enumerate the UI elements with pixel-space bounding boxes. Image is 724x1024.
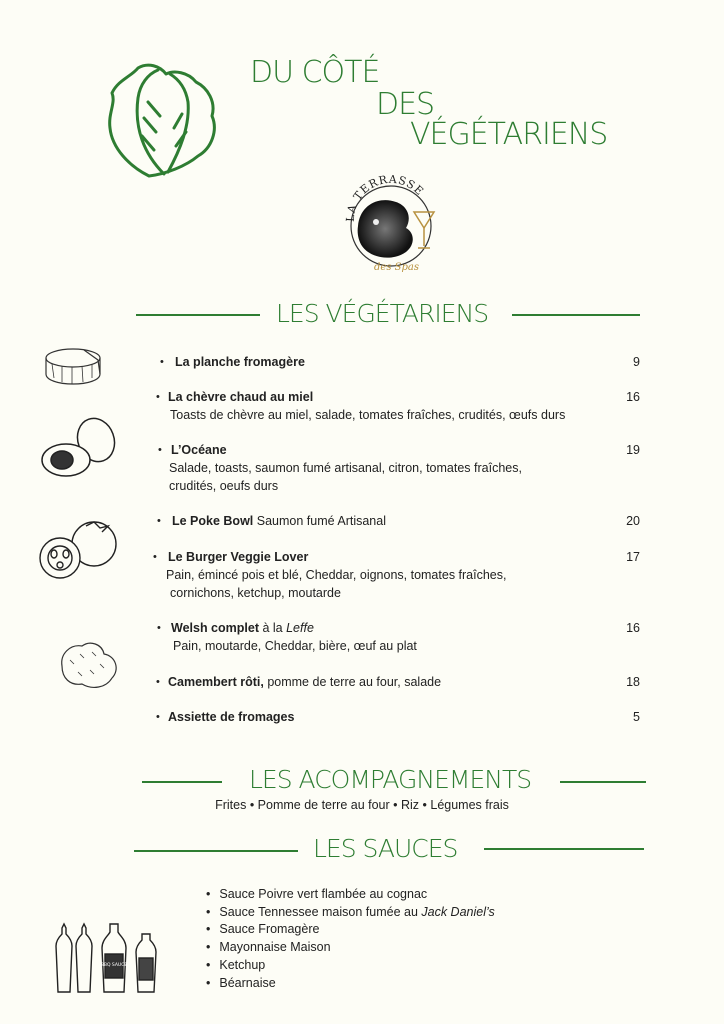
title-line-1: DU CÔTÉ xyxy=(250,55,380,90)
title-line-3: VÉGÉTARIENS xyxy=(410,117,608,152)
menu-item-price: 19 xyxy=(626,443,640,457)
bottle-label: BBQ SAUCE xyxy=(100,963,128,968)
menu-item-description: Pain, émincé pois et blé, Cheddar, oignons, tomates fraîches, xyxy=(166,568,507,582)
menu-item-name: Le Burger Veggie Lover xyxy=(168,550,309,564)
menu-item-name: L’Océane xyxy=(171,443,227,457)
section-title-accompagnements: LES ACOMPAGNEMENTS xyxy=(249,765,532,794)
sauce-item: • Béarnaise xyxy=(206,975,495,993)
sauce-item: • Sauce Fromagère xyxy=(206,921,495,939)
logo-text-top: LA TERRASSE xyxy=(343,172,427,223)
menu-item-name: Assiette de fromages xyxy=(168,710,295,724)
title-line-2: DES xyxy=(376,87,435,122)
divider-right xyxy=(512,314,640,316)
sauce-brand: Jack Daniel’s xyxy=(421,904,495,919)
menu-item-description: Pain, moutarde, Cheddar, bière, œuf au plat xyxy=(173,639,417,653)
cheese-wheel-icon xyxy=(40,344,106,390)
divider-right xyxy=(484,848,644,850)
sauce-item: • Sauce Tennessee maison fumée au Jack Daniel’s xyxy=(206,904,495,922)
menu-item-price: 9 xyxy=(633,355,640,369)
lettuce-icon xyxy=(104,58,224,182)
sauces-list xyxy=(206,886,495,992)
tomato-icon xyxy=(36,518,120,582)
bread-icon xyxy=(56,636,124,694)
menu-item-name: Camembert rôti, xyxy=(168,675,264,689)
menu-item-price: 16 xyxy=(626,390,640,404)
menu-item-name: La chèvre chaud au miel xyxy=(168,390,314,404)
menu-item-extra: Saumon fumé Artisanal xyxy=(253,514,386,528)
menu-item-price: 17 xyxy=(626,550,640,564)
egg-icon xyxy=(40,416,118,482)
menu-item-price: 5 xyxy=(633,710,640,724)
menu-item-price: 20 xyxy=(626,514,640,528)
menu-item-price: 16 xyxy=(626,621,640,635)
restaurant-logo xyxy=(336,166,446,278)
menu-item-description: Salade, toasts, saumon fumé artisanal, citron, tomates fraîches, xyxy=(169,461,522,475)
divider-left xyxy=(136,314,260,316)
section-title-sauces: LES SAUCES xyxy=(313,834,458,863)
divider-right xyxy=(560,781,646,783)
logo-text-bottom: des Spas xyxy=(374,262,419,273)
menu-item-price: 18 xyxy=(626,675,640,689)
section-title-vegetariens: LES VÉGÉTARIENS xyxy=(276,299,489,328)
menu-item-extra: à la xyxy=(258,621,287,635)
divider-left xyxy=(142,781,222,783)
menu-item-brand: Leffe xyxy=(286,621,314,635)
menu-item-name: Welsh complet xyxy=(171,621,259,635)
sauce-item: • Ketchup xyxy=(206,957,495,975)
menu-item-description-2: crudités, oeufs durs xyxy=(169,479,279,493)
menu-item-description: Toasts de chèvre au miel, salade, tomates fraîches, crudités, œufs durs xyxy=(170,408,566,422)
accompagnements-list: Frites • Pomme de terre au four • Riz • Légumes frais xyxy=(215,798,509,812)
menu-item-description-2: cornichons, ketchup, moutarde xyxy=(170,586,341,600)
sauce-bottles-icon xyxy=(50,922,166,994)
menu-item-name: Le Poke Bowl xyxy=(172,514,254,528)
menu-item-extra: pomme de terre au four, salade xyxy=(263,675,442,689)
sauce-item: • Sauce Poivre vert flambée au cognac xyxy=(206,886,495,904)
divider-left xyxy=(134,850,298,852)
sauce-item: • Mayonnaise Maison xyxy=(206,939,495,957)
menu-item-name: La planche fromagère xyxy=(175,355,305,369)
